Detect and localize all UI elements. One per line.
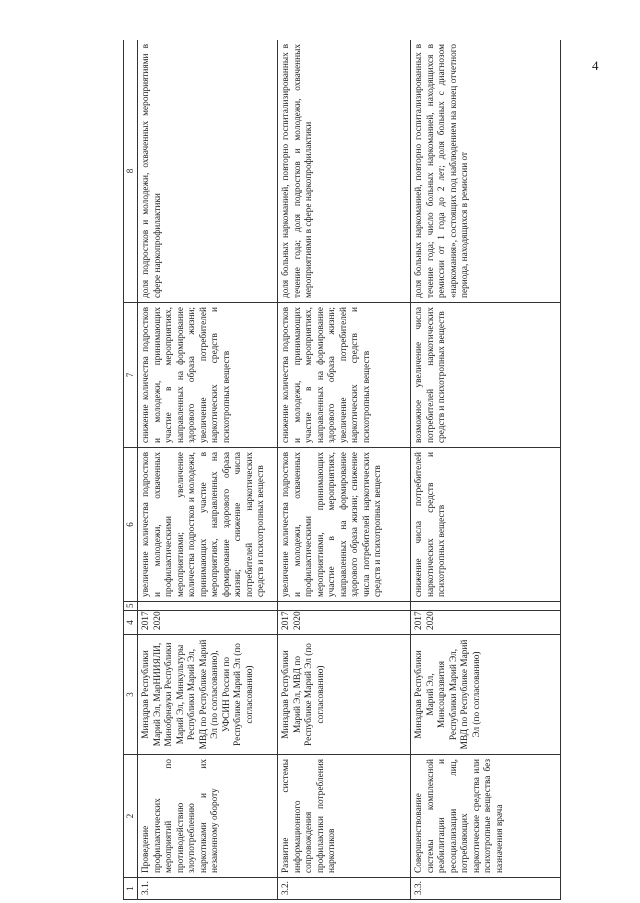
header-col-2: 2 <box>124 755 138 878</box>
table-row <box>138 40 278 900</box>
expected-results: увеличение количества подростков и молодежи, охваченных профилактическими мероприятиями; увеличение количества подростков и молодежи, принимающих участие в мероприятиях, направленных на формирование здорового образа жизни; снижение числа потребителей наркотических средств и психотропных веществ <box>138 448 278 602</box>
activity-name: Развитие системы информационного сопровождения профилактики потребления наркотиков <box>278 755 411 878</box>
indicators: доля больных наркоманией, повторно госпитализированных в течение года; доля подростков и молодежи, охваченных мероприятиями в сфере наркопрофилактики <box>278 40 411 303</box>
indicators: доля подростков и молодежи, охваченных мероприятиями в сфере наркопрофилактики <box>138 40 278 303</box>
executors: Минздрав Республики Марий Эл, МарНИИЯЛИ, Минобрнауки Республики Марий Эл, Минкультуры Республики Марий Эл, МВД по Республике Марий Эл (по согласованию), УФСИН России по Республике Марий Эл (по согласованию) <box>138 635 278 755</box>
header-number-row <box>124 40 138 900</box>
executors: Минздрав Республики Марий Эл, Минсоцразвития Республики Марий Эл, МВД по Республике Марий Эл (по согласованию) <box>411 635 561 755</box>
start-year: 2017 2020 <box>278 611 411 635</box>
activity-name: Проведение профилактических мероприятий по противодействию злоупотреблению наркотиками и их незаконному обороту <box>138 755 278 878</box>
expected-results: увеличение количества подростков и молодежи, охваченных профилактическими мероприятиями, принимающих участие в мероприятиях, направленных на формирование здорового образа жизни; снижение числа потребителей наркотических средств и психотропных веществ <box>278 448 411 602</box>
row-number: 3.3. <box>411 878 561 900</box>
header-col-1: 1 <box>124 878 138 900</box>
executors: Минздрав Республики Марий Эл, МВД по Республике Марий Эл (по согласованию) <box>278 635 411 755</box>
empty-cell <box>278 602 411 611</box>
expected-results: снижение числа потребителей наркотических средств и психотропных веществ <box>411 448 561 602</box>
rotated-table-content <box>123 40 563 900</box>
header-col-4: 4 <box>124 611 138 635</box>
empty-cell <box>138 602 278 611</box>
table-row <box>278 40 411 900</box>
header-col-7: 7 <box>124 303 138 448</box>
row-number: 3.1. <box>138 878 278 900</box>
indicators: доля больных наркоманией, повторно госпитализированных в течение года; число больных наркоманией, находящихся в ремиссии от 1 года до 2 лет; доля больных с диагнозом «наркомания», состоящих под наблюдением на конец отчетного периода, находящихся в ремиссии от <box>411 40 561 303</box>
empty-cell <box>411 602 561 611</box>
rotated-table-frame <box>123 40 563 900</box>
consequences: снижение количества подростков и молодежи, принимающих участие в мероприятиях, направленных на формирование здорового образа жизни; увеличение потребителей наркотических средств и психотропных веществ <box>278 303 411 448</box>
table-row <box>411 40 561 900</box>
consequences: снижение количества подростков и молодежи, принимающих участие в мероприятиях, направленных на формирование здорового образа жизни; увеличение потребителей наркотических средств и психотропных веществ <box>138 303 278 448</box>
header-col-3: 3 <box>124 635 138 755</box>
consequences: возможное увеличение числа потребителей наркотических средств и психотропных веществ <box>411 303 561 448</box>
start-year: 2017 2020 <box>138 611 278 635</box>
header-col-6: 6 <box>124 448 138 602</box>
page-number: 4 <box>592 58 599 73</box>
header-col-8: 8 <box>124 40 138 303</box>
activity-name: Совершенствование системы комплексной реабилитации и ресоциализации лиц, потребляющих наркотические средства или психотропные вещества без назначения врача <box>411 755 561 878</box>
header-col-5: 5 <box>124 602 138 611</box>
start-year: 2017 2020 <box>411 611 561 635</box>
row-number: 3.2. <box>278 878 411 900</box>
activities-table <box>123 40 561 900</box>
